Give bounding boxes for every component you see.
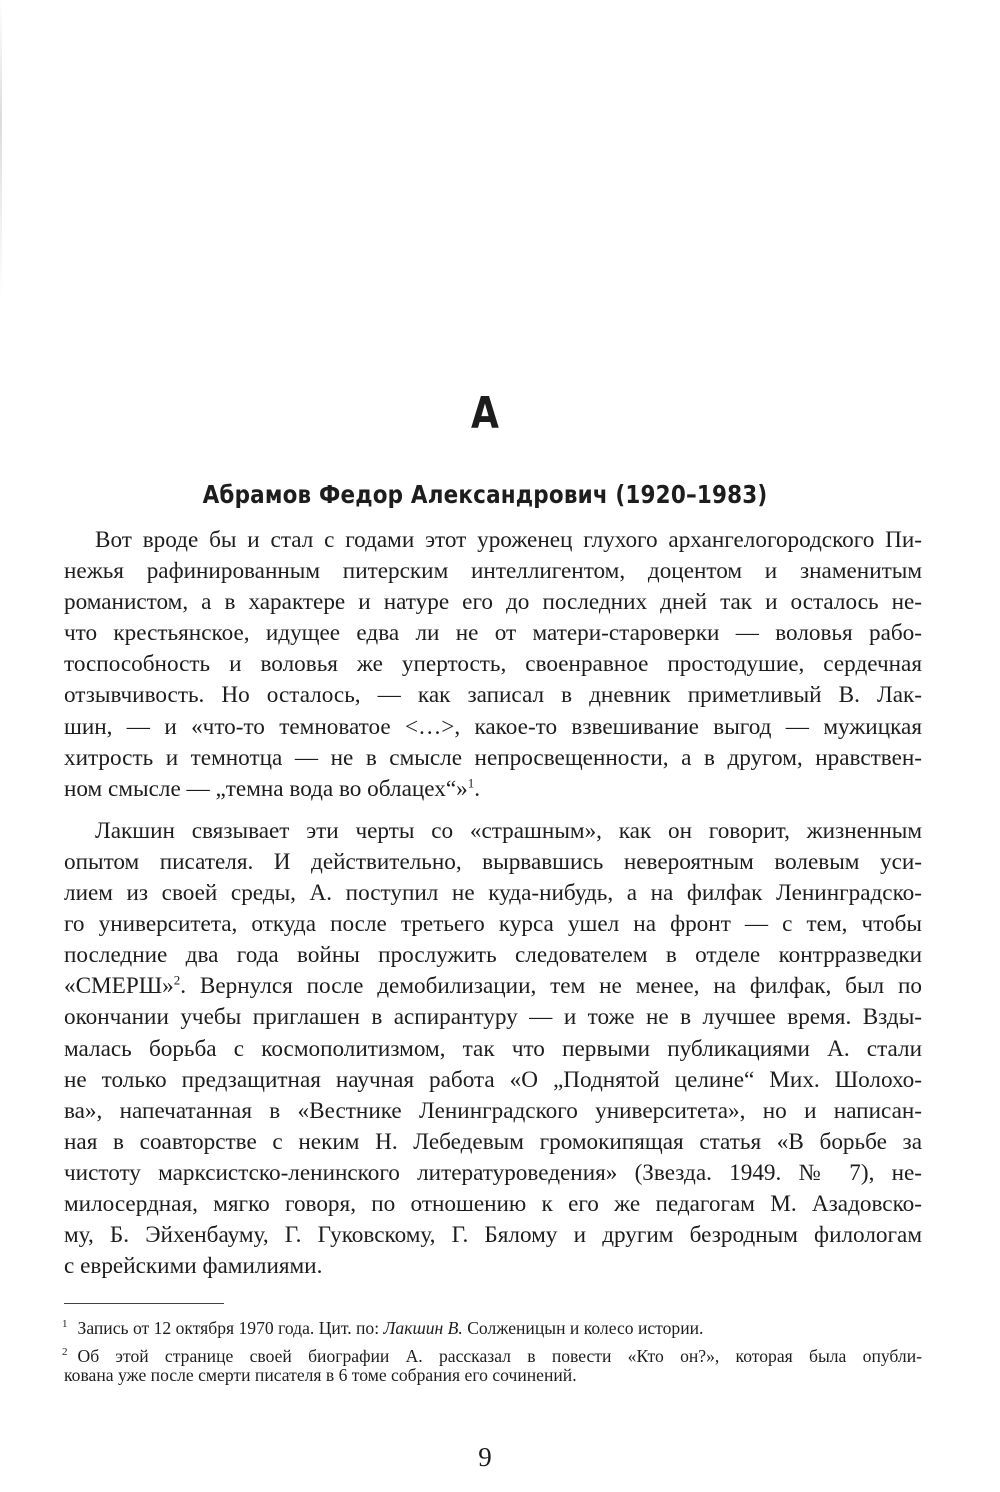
paragraph-line: го университета, откуда после третьего курса ушел на фронт — с тем, чтобы xyxy=(64,911,922,938)
paragraph-line: тоспособность и воловья же упертость, своенравное простодушие, сердечная xyxy=(64,651,922,678)
paragraph-2 xyxy=(64,816,922,1282)
paragraph-1 xyxy=(64,525,922,805)
footnote-text: Об этой странице своей биографии А. рассказал в повести «Кто он?», которая была опубли- xyxy=(77,1345,922,1366)
footnotes xyxy=(64,1313,922,1388)
line-text: «СМЕРШ» xyxy=(64,973,174,1000)
paragraph-line: ва», напечатанная в «Вестнике Ленинградского университета», но и написан- xyxy=(64,1097,922,1124)
paragraph-line xyxy=(64,971,922,1002)
line-text: . Вернулся после демобилизации, тем не менее, на филфак, был по xyxy=(180,973,922,1000)
paragraph-line: Лакшин связывает эти черты со «страшным», как он говорит, жизненным xyxy=(95,817,922,844)
footnote-1 xyxy=(64,1313,922,1337)
footnote-number: 2 xyxy=(62,1345,68,1358)
footnote-2 xyxy=(64,1341,922,1388)
section-letter: А xyxy=(471,388,499,439)
page-number: 9 xyxy=(478,1442,492,1472)
entry-title: Абрамов Федор Александрович (1920–1983) xyxy=(202,480,768,509)
footnote-divider xyxy=(64,1303,224,1304)
paragraph-line: милосердная, мягко говоря, по отношению к его же педагогам М. Азадовско- xyxy=(64,1190,922,1217)
page-edge-shadow xyxy=(0,0,2,300)
body-text xyxy=(64,525,922,1282)
footnote-author-italic: Лакшин В. xyxy=(383,1318,463,1338)
paragraph-line: Вот вроде бы и стал с годами этот уроженец глухого архангелогородского Пи- xyxy=(95,527,922,553)
paragraph-line: отзывчивость. Но осталось, — как записал в дневник приметливый В. Лак- xyxy=(64,682,922,709)
footnote-text: Солженицын и колесо истории. xyxy=(462,1318,704,1338)
paragraph-line: му, Б. Эйхенбауму, Г. Гуковскому, Г. Бялому и другим безродным филологам xyxy=(64,1222,922,1249)
paragraph-line: последние два года войны прослужить следователем в отделе контрразведки xyxy=(64,942,922,969)
footnote-ref[interactable]: 1 xyxy=(467,775,475,791)
paragraph-line: чистоту марксистско-ленинского литературоведения» (Звезда. 1949. № 7), не- xyxy=(64,1159,922,1186)
paragraph-line: ная в соавторстве с неким Н. Лебедевым громокипящая статья «В борьбе за xyxy=(64,1128,922,1155)
paragraph-line: нежья рафинированным питерским интеллигентом, доцентом и знаменитым xyxy=(64,558,922,585)
footnote-line xyxy=(64,1341,922,1365)
paragraph-line: хитрость и темнотца — не в смысле непросвещенности, а в другом, нравствен- xyxy=(64,744,922,771)
paragraph-line: не только предзащитная научная работа «О „Поднятой целине“ Мих. Шолохо- xyxy=(64,1066,922,1093)
paragraph-line: окончании учебы приглашен в аспирантуру — и тоже не в лучшее время. Взды- xyxy=(64,1004,922,1031)
paragraph-line: романистом, а в характере и натуре его до последних дней так и осталось не- xyxy=(64,589,922,616)
paragraph-line: малась борьба с космополитизмом, так что первыми публикациями А. стали xyxy=(64,1035,922,1062)
line-text: ном смысле — „темна вода во облацех“» xyxy=(64,775,468,802)
paragraph-line: что крестьянское, идущее едва ли не от матери-староверки — воловья рабо- xyxy=(64,620,922,647)
footnote-text: Запись от 12 октября 1970 года. Цит. по: xyxy=(77,1318,384,1338)
paragraph-line: опытом писателя. И действительно, вырвавшись невероятным волевым уси- xyxy=(64,848,922,875)
footnote-line: кована уже после смерти писателя в 6 томе собрания его сочинений. xyxy=(64,1365,577,1385)
paragraph-line: с еврейскими фамилиями. xyxy=(64,1253,323,1280)
paragraph-line: шин, — и «что-то темноватое <…>, какое-то взвешивание выгод — мужицкая xyxy=(64,713,922,740)
footnote-line xyxy=(64,1313,922,1337)
paragraph-line: ном смысле — „темна вода во облацех“»$^1$. xyxy=(64,775,481,802)
footnote-number: 1 xyxy=(62,1318,68,1330)
footnote-ref[interactable]: 2 xyxy=(173,972,181,988)
paragraph-line: лием из своей среды, А. поступил не куда-нибудь, а на филфак Ленинградско- xyxy=(64,880,922,907)
paragraph-gap xyxy=(64,805,922,816)
